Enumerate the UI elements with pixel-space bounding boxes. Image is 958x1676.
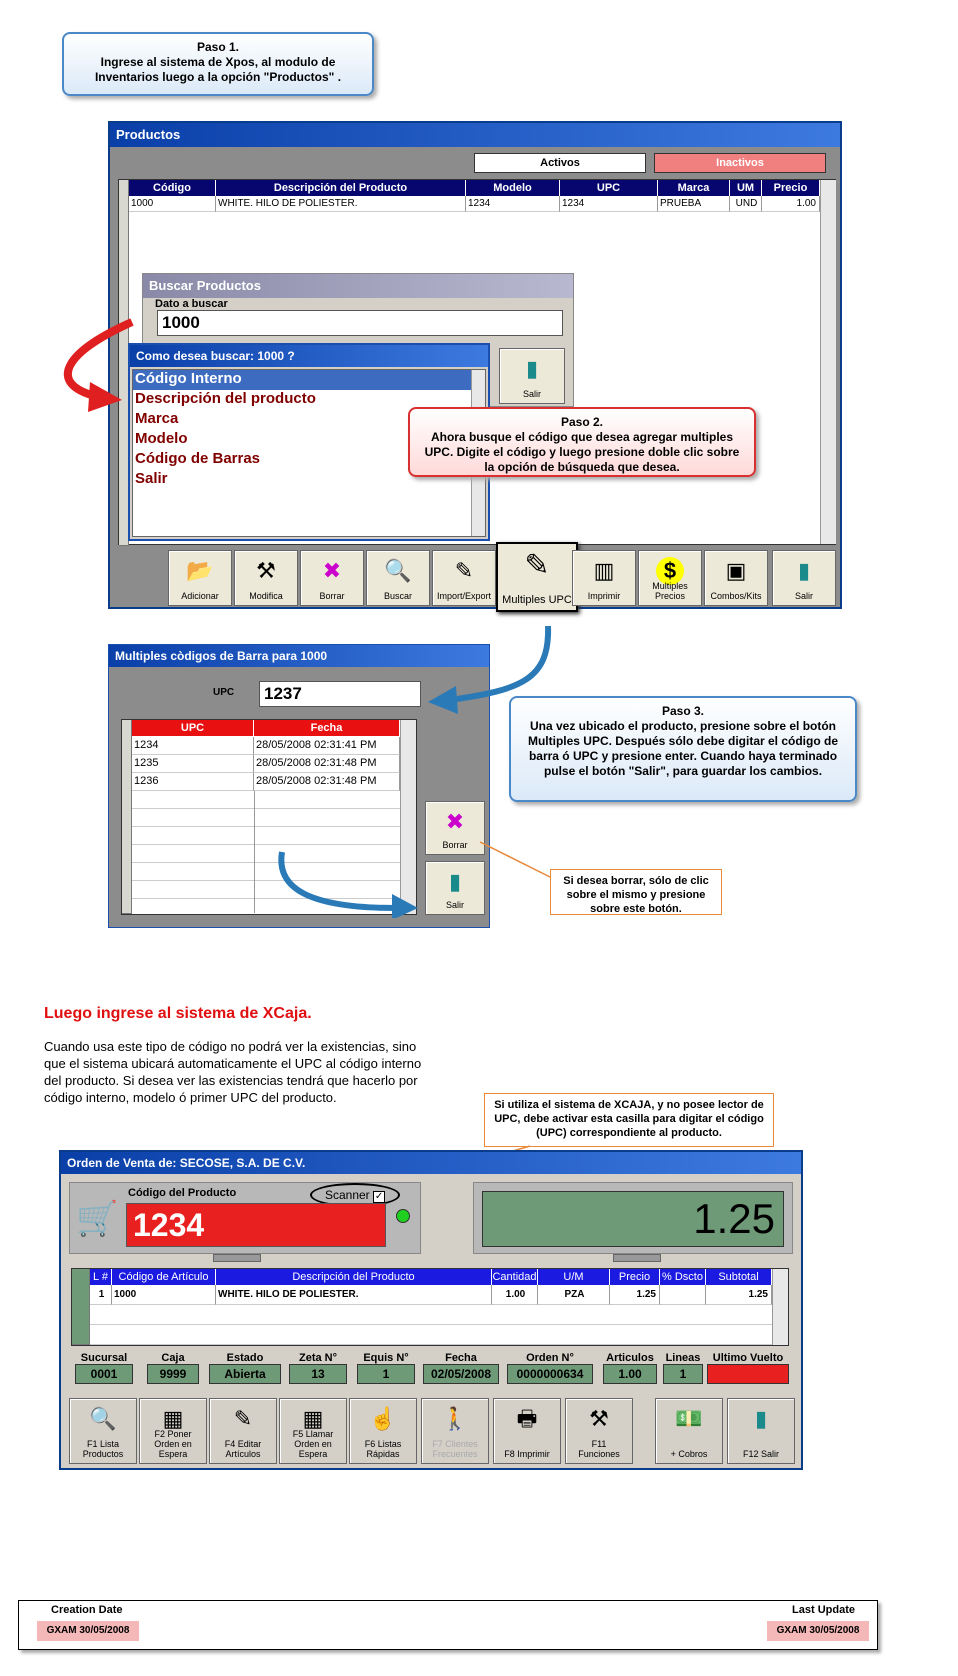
productos-scrollbar[interactable] bbox=[820, 180, 836, 544]
imprimir-button[interactable]: ▥ Imprimir bbox=[572, 550, 636, 606]
calculator-icon: ▦ bbox=[162, 1406, 184, 1431]
creation-date-label: Creation Date bbox=[51, 1604, 123, 1616]
hand-pointer-icon: ☝ bbox=[369, 1406, 397, 1431]
cell-marca[interactable]: PRUEBA bbox=[658, 196, 730, 212]
value-lineas: 1 bbox=[663, 1364, 703, 1384]
orden-cell-dscto[interactable] bbox=[660, 1285, 706, 1305]
value-caja: 9999 bbox=[147, 1364, 199, 1384]
exit-door-icon: ▮ bbox=[797, 558, 811, 583]
orden-cell-descripcion[interactable]: WHITE. HILO DE POLIESTER. bbox=[216, 1285, 492, 1305]
value-sucursal: 0001 bbox=[75, 1364, 133, 1384]
cart-icon: 🛒 bbox=[76, 1200, 119, 1238]
value-articulos: 1.00 bbox=[603, 1364, 657, 1384]
option-modelo[interactable]: Modelo bbox=[135, 430, 188, 447]
upc-label: UPC bbox=[213, 687, 235, 698]
step3-title: Paso 3. bbox=[661, 704, 705, 718]
orden-title: Orden de Venta de: SECOSE, S.A. DE C.V. bbox=[61, 1152, 801, 1174]
value-orden: 0000000634 bbox=[507, 1364, 593, 1384]
col-precio[interactable]: Precio bbox=[762, 180, 820, 196]
blue-arrow-salir bbox=[268, 848, 428, 918]
f8-imprimir-button[interactable]: 🖶 F8 Imprimir bbox=[493, 1398, 561, 1464]
upc-row-2-upc[interactable]: 1235 bbox=[132, 755, 254, 773]
label-equis: Equis N° bbox=[363, 1352, 409, 1364]
cell-upc[interactable]: 1234 bbox=[560, 196, 658, 212]
f2-poner-orden-button[interactable]: ▦ F2 Poner Orden en Espera bbox=[139, 1398, 207, 1464]
modifica-button[interactable]: ⚒ Modifica bbox=[234, 550, 298, 606]
upc-borrar-button[interactable]: ✖ Borrar bbox=[425, 801, 485, 855]
col-marca[interactable]: Marca bbox=[658, 180, 730, 196]
option-codigo-interno[interactable]: Código Interno bbox=[133, 370, 471, 390]
multiples-precios-button[interactable]: $ Multiples Precios bbox=[638, 550, 702, 606]
exit-door-icon: ▮ bbox=[525, 356, 539, 381]
como-title: Como desea buscar: 1000 ? bbox=[130, 345, 488, 367]
value-equis: 1 bbox=[357, 1364, 415, 1384]
orden-cell-um[interactable]: PZA bbox=[538, 1285, 610, 1305]
option-descripcion[interactable]: Descripción del producto bbox=[135, 390, 316, 407]
label-sucursal: Sucursal bbox=[80, 1352, 128, 1364]
last-update-value: GXAM 30/05/2008 bbox=[767, 1621, 869, 1641]
col-linea[interactable]: L # bbox=[90, 1269, 112, 1285]
option-marca[interactable]: Marca bbox=[135, 410, 179, 427]
exit-door-icon: ▮ bbox=[754, 1406, 768, 1431]
col-descripcion[interactable]: Descripción del Producto bbox=[216, 180, 466, 196]
value-ultimo-vuelto bbox=[707, 1364, 789, 1384]
value-estado: Abierta bbox=[209, 1364, 281, 1384]
scanner-label: Scanner bbox=[324, 1188, 370, 1202]
person-icon: 🚶 bbox=[441, 1406, 469, 1431]
cell-modelo[interactable]: 1234 bbox=[466, 196, 560, 212]
col-codigo-articulo[interactable]: Código de Artículo bbox=[112, 1269, 216, 1285]
step1-text: Ingrese al sistema de Xpos, al modulo de Inventarios luego a la opción "Productos" . bbox=[94, 55, 342, 84]
exit-door-icon: ▮ bbox=[448, 869, 462, 894]
upc-row-3-fecha[interactable]: 28/05/2008 02:31:48 PM bbox=[254, 773, 400, 791]
step3-callout bbox=[509, 696, 857, 802]
cell-um[interactable]: UND bbox=[730, 196, 762, 212]
tools-icon: ⚒ bbox=[256, 558, 276, 583]
combos-kits-button[interactable]: ▣ Combos/Kits bbox=[704, 550, 768, 606]
f1-lista-productos-button[interactable]: 🔍 F1 Lista Productos bbox=[69, 1398, 137, 1464]
option-codigo-barras[interactable]: Código de Barras bbox=[135, 450, 261, 467]
xcaja-note: Si utiliza el sistema de XCAJA, y no posee lector de UPC, debe activar esta casilla para digitar el código (UPC) correspondiente al producto. bbox=[484, 1093, 774, 1147]
status-led-icon bbox=[396, 1209, 410, 1223]
step3-text: Una vez ubicado el producto, presione sobre el botón Multiples UPC. Después sólo debe digitar el código de barra ó UPC y presione enter. Cuando haya terminado pulse el botón "Salir", para guardar los cambios. bbox=[527, 719, 839, 778]
col-dscto[interactable]: % Dscto bbox=[660, 1269, 706, 1285]
f4-editar-articulos-button[interactable]: ✎ F4 Editar Artículos bbox=[209, 1398, 277, 1464]
borrar-note: Si desea borrar, sólo de clic sobre el mismo y presione sobre este botón. bbox=[550, 869, 722, 915]
scanner-checkbox[interactable]: ✓ bbox=[374, 1191, 384, 1202]
f5-llamar-orden-button[interactable]: ▦ F5 Llamar Orden en Espera bbox=[279, 1398, 347, 1464]
code-label: Código del Producto bbox=[128, 1187, 237, 1199]
tools-icon: ⚒ bbox=[589, 1406, 609, 1431]
orden-cell-cantidad[interactable]: 1.00 bbox=[492, 1285, 538, 1305]
buscar-field-label: Dato a buscar bbox=[155, 298, 228, 310]
buscar-button[interactable]: 🔍 Buscar bbox=[366, 550, 430, 606]
salir-button[interactable]: ▮ Salir bbox=[772, 550, 836, 606]
multiples-title: Multiples còdigos de Barra para 1000 bbox=[109, 645, 489, 667]
label-articulos: Articulos bbox=[606, 1352, 654, 1364]
upc-row-1-fecha[interactable]: 28/05/2008 02:31:41 PM bbox=[254, 737, 400, 755]
dollar-icon: $ bbox=[656, 557, 684, 585]
footer-box bbox=[18, 1600, 878, 1650]
orden-window bbox=[59, 1150, 803, 1470]
buscar-title: Buscar Productos bbox=[143, 274, 573, 298]
col-um[interactable]: U/M bbox=[538, 1269, 610, 1285]
cobros-button[interactable]: 💵 + Cobros bbox=[655, 1398, 723, 1464]
code-input[interactable]: 1234 bbox=[126, 1203, 386, 1247]
f12-salir-button[interactable]: ▮ F12 Salir bbox=[727, 1398, 795, 1464]
orden-cell-linea[interactable]: 1 bbox=[90, 1285, 112, 1305]
xcaja-paragraph: Cuando usa este tipo de código no podrá ver la existencias, sino que el sistema ubicará automaticamente el UPC al código interno del producto. Si desea ver las existencias tendrá que hacerlo por código interno, modelo ó primer UPC del producto. bbox=[44, 1039, 422, 1105]
note-connector bbox=[478, 838, 558, 888]
import-export-button[interactable]: ✎ Import/Export bbox=[432, 550, 496, 606]
label-ultimo-vuelto: Ultimo Vuelto bbox=[712, 1352, 784, 1364]
value-fecha: 02/05/2008 bbox=[423, 1364, 499, 1384]
orden-table bbox=[71, 1268, 789, 1346]
creation-date-value: GXAM 30/05/2008 bbox=[37, 1621, 139, 1641]
xcaja-heading: Luego ingrese al sistema de XCaja. bbox=[44, 1005, 312, 1022]
productos-title: Productos bbox=[110, 123, 840, 147]
col-upc[interactable]: UPC bbox=[132, 720, 254, 736]
col-modelo[interactable]: Modelo bbox=[466, 180, 560, 196]
step1-title: Paso 1. bbox=[196, 40, 240, 54]
orden-cell-precio[interactable]: 1.25 bbox=[610, 1285, 660, 1305]
money-icon: 💵 bbox=[675, 1406, 703, 1431]
label-estado: Estado bbox=[226, 1352, 264, 1364]
orden-cell-codigo[interactable]: 1000 bbox=[112, 1285, 216, 1305]
upc-row-1-upc[interactable]: 1234 bbox=[132, 737, 254, 755]
borrar-button[interactable]: ✖ Borrar bbox=[300, 550, 364, 606]
option-salir[interactable]: Salir bbox=[135, 470, 168, 487]
search-icon: 🔍 bbox=[384, 558, 412, 583]
col-subtotal[interactable]: Subtotal bbox=[706, 1269, 772, 1285]
import-export-icon: ✎ bbox=[454, 558, 474, 583]
folder-icon: 📂 bbox=[186, 558, 214, 583]
orden-cell-subtotal[interactable]: 1.25 bbox=[706, 1285, 772, 1305]
orden-scrollbar[interactable] bbox=[772, 1269, 788, 1345]
label-zeta: Zeta N° bbox=[298, 1352, 338, 1364]
f6-listas-rapidas-button[interactable]: ☝ F6 Listas Rápidas bbox=[349, 1398, 417, 1464]
col-um[interactable]: UM bbox=[730, 180, 762, 196]
code-panel bbox=[69, 1182, 421, 1254]
cell-precio[interactable]: 1.00 bbox=[762, 196, 820, 212]
edit-note-icon: ✎ bbox=[524, 549, 550, 582]
col-codigo[interactable]: Código bbox=[129, 180, 216, 196]
delete-icon: ✖ bbox=[445, 809, 465, 834]
search-icon: 🔍 bbox=[89, 1406, 117, 1431]
label-fecha: Fecha bbox=[445, 1352, 477, 1364]
col-descripcion[interactable]: Descripción del Producto bbox=[216, 1269, 492, 1285]
f7-clientes-frecuentes-button[interactable]: 🚶 F7 Clientes Frecuentes bbox=[421, 1398, 489, 1464]
upc-input[interactable]: 1237 bbox=[259, 681, 421, 707]
tab-inactivos[interactable]: Inactivos bbox=[654, 153, 826, 173]
cell-descripcion[interactable]: WHITE. HILO DE POLIESTER. bbox=[216, 196, 466, 212]
step2-text: Ahora busque el código que desea agregar multiples UPC. Digite el código y luego presione doble clic sobre la opción de búsqueda que desea. bbox=[424, 430, 740, 474]
tab-activos[interactable]: Activos bbox=[474, 153, 646, 173]
calculator-icon: ▦ bbox=[302, 1406, 324, 1431]
boxes-icon: ▣ bbox=[725, 558, 747, 583]
cell-codigo[interactable]: 1000 bbox=[129, 196, 216, 212]
total-panel bbox=[473, 1182, 793, 1254]
total-display: 1.25 bbox=[482, 1191, 784, 1247]
buscar-salir-button[interactable]: ▮ Salir bbox=[499, 348, 565, 404]
edit-note-icon: ✎ bbox=[233, 1406, 253, 1431]
col-cantidad[interactable]: Cantidad bbox=[492, 1271, 537, 1283]
col-precio[interactable]: Precio bbox=[610, 1269, 660, 1285]
multiples-upc-button[interactable]: ✎ Multiples UPC bbox=[496, 542, 578, 612]
label-lineas: Lineas bbox=[665, 1352, 701, 1364]
col-fecha[interactable]: Fecha bbox=[254, 720, 400, 736]
delete-icon: ✖ bbox=[322, 558, 342, 583]
label-orden: Orden N° bbox=[526, 1352, 574, 1364]
last-update-label: Last Update bbox=[792, 1604, 855, 1616]
step2-title: Paso 2. bbox=[560, 415, 604, 429]
printer-icon: 🖶 bbox=[516, 1406, 538, 1431]
upc-row-2-fecha[interactable]: 28/05/2008 02:31:48 PM bbox=[254, 755, 400, 773]
red-arrow bbox=[40, 314, 150, 414]
col-upc[interactable]: UPC bbox=[560, 180, 658, 196]
step2-callout bbox=[408, 407, 756, 477]
buscar-input[interactable]: 1000 bbox=[157, 310, 563, 336]
value-zeta: 13 bbox=[289, 1364, 347, 1384]
label-caja: Caja bbox=[161, 1352, 185, 1364]
barcode-icon: ▥ bbox=[593, 558, 615, 583]
step1-callout bbox=[62, 32, 374, 96]
f11-funciones-button[interactable]: ⚒ F11 Funciones bbox=[565, 1398, 633, 1464]
upc-row-3-upc[interactable]: 1236 bbox=[132, 773, 254, 791]
adicionar-button[interactable]: 📂 Adicionar bbox=[168, 550, 232, 606]
upc-salir-button[interactable]: ▮ Salir bbox=[425, 861, 485, 915]
